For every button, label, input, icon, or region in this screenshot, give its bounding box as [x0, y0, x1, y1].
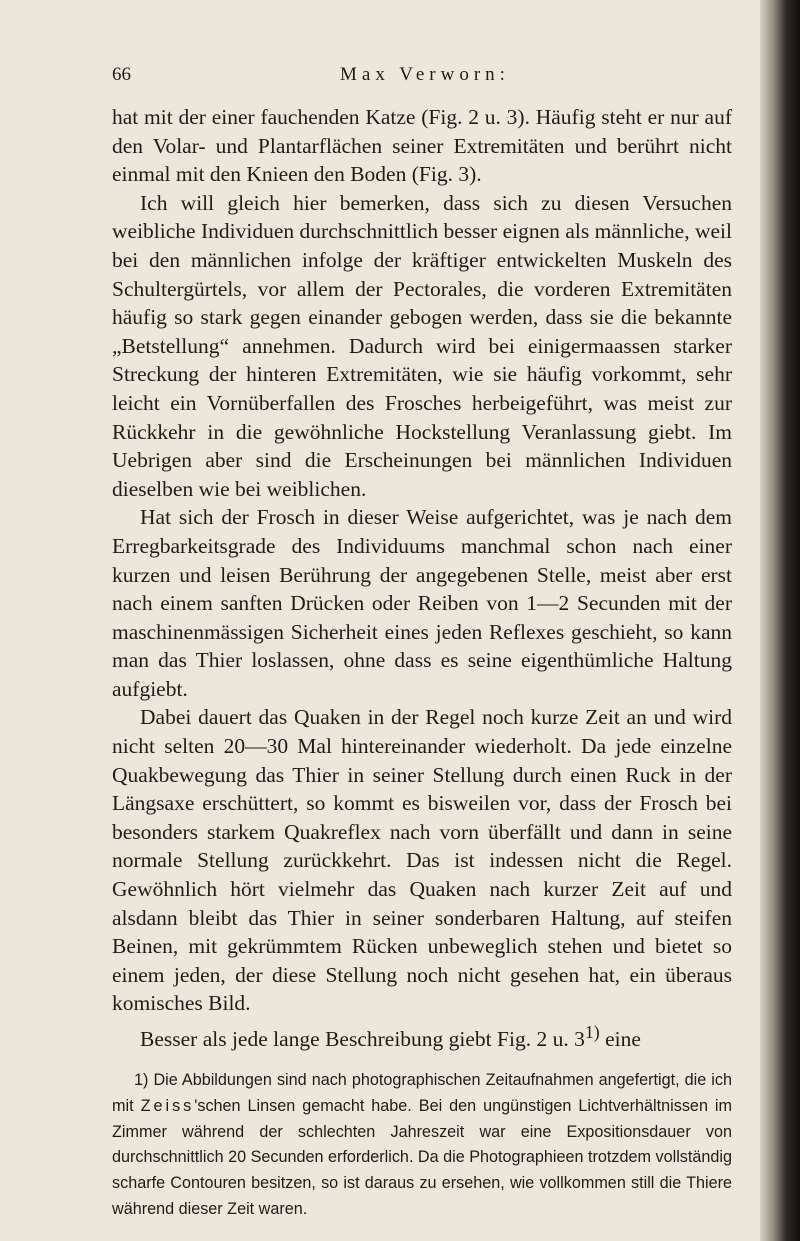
- footnote-name-zeiss: Zeiss: [140, 1096, 195, 1115]
- running-head: Max Verworn:: [340, 64, 510, 85]
- footnote-reference: 1): [584, 1022, 600, 1042]
- paragraph-2: Ich will gleich hier bemerken, dass sich zu diesen Versuchen weibliche Individuen durchschnittlich besser eignen als männliche, weil bei den männlichen infolge der kräftiger entwickelten Muskeln des Schultergürtels, vor allem der Pectorales, die vorderen Extremitäten häufig so stark gegen einander gebogen werden, dass sie die bekannte „Betstellung“ annehmen. Dadurch wird bei einigermaassen starker Streckung der hinteren Extremitäten, wie sie häufig vorkommt, sehr leicht ein Vornüberfallen des Frosches herbeigeführt, was meist zur Rückkehr in die gewöhnliche Hockstellung Veranlassung giebt. Im Uebrigen aber sind die Erscheinungen bei männlichen Individuen dieselben wie bei weiblichen.: [112, 190, 732, 501]
- page-number: 66: [112, 64, 131, 85]
- paragraph-5-tail: eine: [599, 1027, 641, 1052]
- paragraph-1: hat mit der einer fauchenden Katze (Fig. 2 u. 3). Häufig steht er nur auf den Volar- und Plantarflächen seiner Extremitäten und berührt nicht einmal mit den Knieen den Boden (Fig. 3).: [112, 105, 732, 187]
- book-spine-shadow: [760, 0, 800, 1241]
- footnote-marker: 1): [134, 1071, 154, 1089]
- paragraph-4: Dabei dauert das Quaken in der Regel noch kurze Zeit an und wird nicht selten 20—30 Mal hintereinander wiederholt. Da jede einzelne Quakbewegung das Thier in seiner Stellung durch einen Ruck in der Längsaxe erschüttert, so kommt es bisweilen vor, dass der Frosch bei besonders starkem Quakreflex nach vorn überfällt und dann in seine normale Stellung zurückkehrt. Das ist indessen nicht die Regel. Gewöhnlich hört vielmehr das Quaken nach kurzer Zeit auf und alsdann bleibt das Thier in seiner sonderbaren Haltung, auf steifen Beinen, mit gekrümmtem Rücken unbeweglich stehen und bietet so einem jeden, der diese Stellung noch nicht gesehen hat, ein überaus komisches Bild.: [112, 705, 732, 1016]
- footnote-1: [112, 1068, 732, 1223]
- footnote-text-before: Die Abbildungen sind nach photographischen Zeitaufnahmen angefertigt, die ich mit: [112, 1071, 732, 1115]
- footnote-text-after: 'schen Linsen gemacht habe. Bei den ungünstigen Lichtverhältnissen im Zimmer während der schlechten Jahreszeit war eine Expositionsdauer von durchschnittlich 20 Secunden erforderlich. Da die Photographieen trotzdem vollständig scharfe Contouren besitzen, so ist daraus zu ersehen, wie vollkommen still die Thiere während dieser Zeit waren.: [112, 1096, 733, 1218]
- body-text: [112, 103, 732, 1054]
- paragraph-5: [112, 1018, 732, 1054]
- footnotes: [112, 1068, 732, 1223]
- paragraph-3: Hat sich der Frosch in dieser Weise aufgerichtet, was je nach dem Erregbarkeitsgrade des Individuums manchmal schon nach einer kurzen und leisen Berührung der angegebenen Stelle, meist aber erst nach einem sanften Drücken oder Reiben von 1—2 Secunden mit der maschinenmässigen Sicherheit eines jeden Reflexes geschieht, so kann man das Thier loslassen, ohne dass es seine eigenthümliche Haltung aufgiebt.: [112, 505, 732, 701]
- paragraph-5-text: Besser als jede lange Beschreibung giebt Fig. 2 u. 3: [140, 1027, 585, 1052]
- page-header: [112, 64, 732, 94]
